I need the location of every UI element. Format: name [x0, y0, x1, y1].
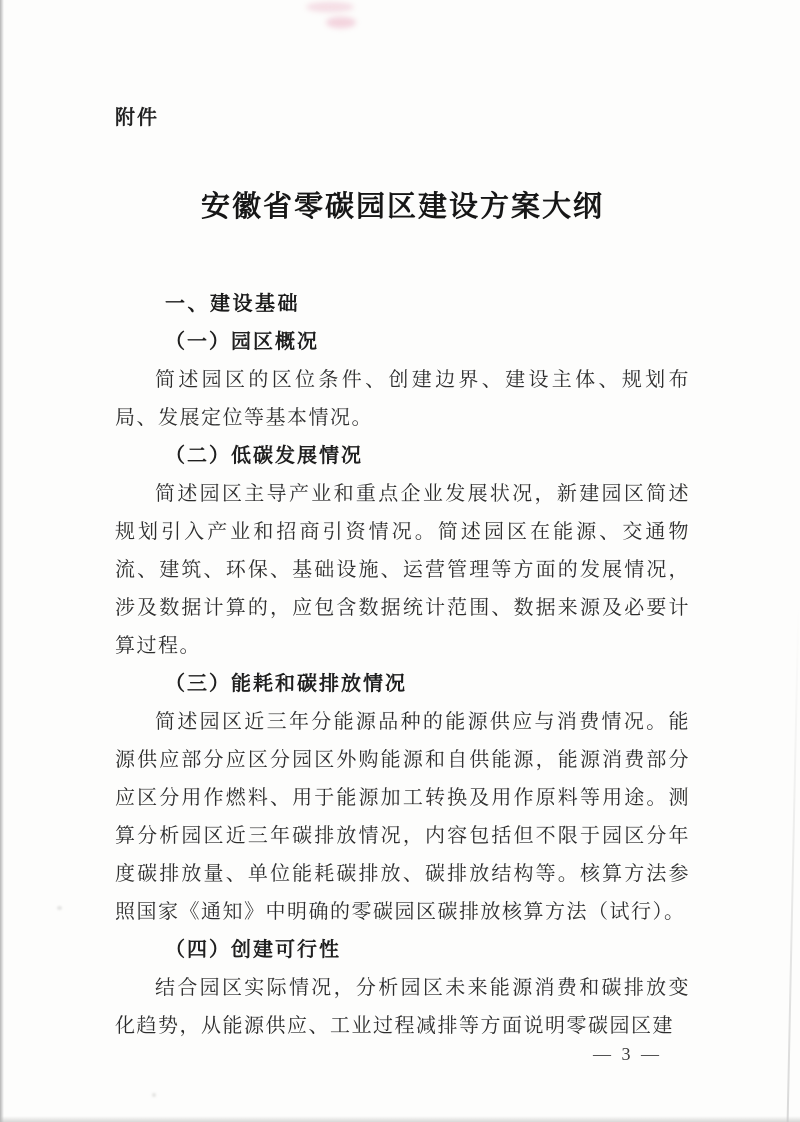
attachment-label: 附件 [115, 107, 159, 129]
section-heading: （一）园区概况 [165, 331, 319, 353]
document-body [115, 285, 690, 1045]
section-heading: 一、建设基础 [165, 293, 300, 315]
paragraph: 简述园区主导产业和重点企业发展状况，新建园区简述规划引入产业和招商引资情况。简述园区在能源、交通物流、建筑、环保、基础设施、运营管理等方面的发展情况，涉及数据计算的，应包含数据统计范围、数据来源及必要计算过程。 [115, 483, 690, 657]
scan-speck [152, 1093, 156, 1097]
page-number: — 3 — [593, 1044, 662, 1064]
section-heading: （二）低碳发展情况 [165, 445, 363, 467]
paragraph: 结合园区实际情况，分析园区未来能源消费和碳排放变化趋势，从能源供应、工业过程减排等方面说明零碳园区建 [115, 977, 690, 1037]
scan-edge-bottom-shadow [0, 1116, 800, 1122]
paragraph: 简述园区近三年分能源品种的能源供应与消费情况。能源供应部分应区分园区外购能源和自供能源，能源消费部分应区分用作燃料、用于能源加工转换及用作原料等用途。测算分析园区近三年碳排放情况，内容包括但不限于园区分年度碳排放量、单位能耗碳排放、碳排放结构等。核算方法参照国家《通知》中明确的零碳园区碳排放核算方法（试行）。 [115, 711, 690, 923]
section-heading: （四）创建可行性 [165, 939, 341, 961]
paragraph: 简述园区的区位条件、创建边界、建设主体、规划布局、发展定位等基本情况。 [115, 369, 690, 429]
document-title: 安徽省零碳园区建设方案大纲 [200, 191, 604, 223]
section-heading: （三）能耗和碳排放情况 [165, 673, 407, 695]
